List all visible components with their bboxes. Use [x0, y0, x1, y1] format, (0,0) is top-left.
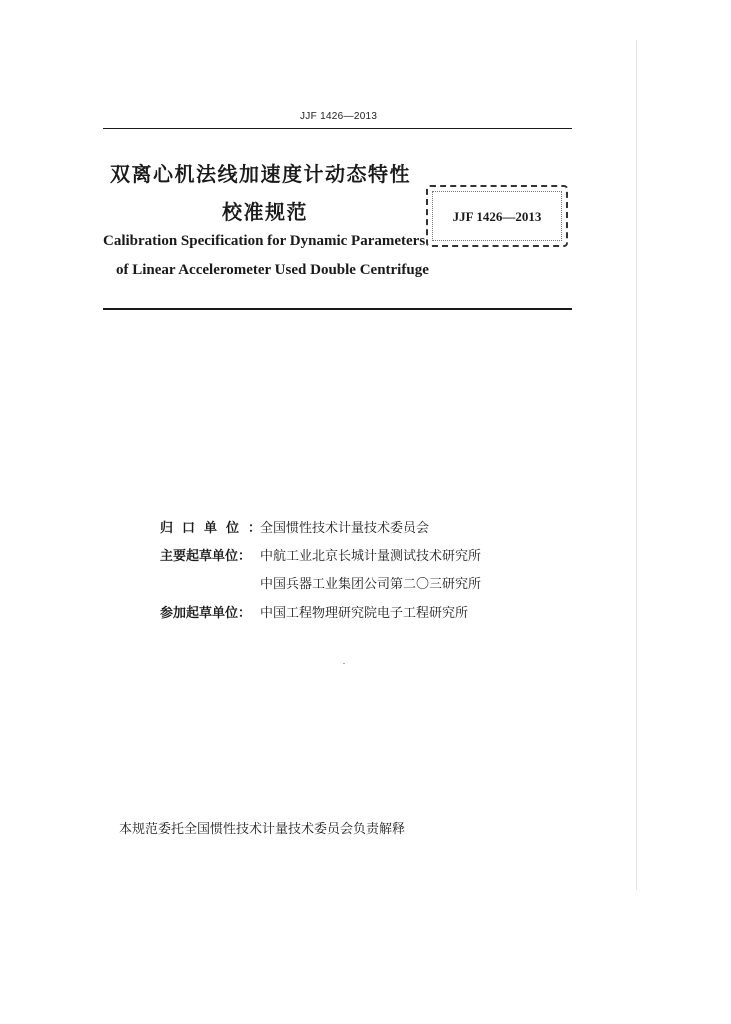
title-english-line-2: of Linear Accelerometer Used Double Centrifuge: [116, 262, 429, 278]
standard-code-box: [426, 185, 568, 247]
main-drafting-unit-value-2: 中国兵器工业集团公司第二〇三研究所: [260, 577, 482, 592]
code-box-text: JJF 1426—2013: [452, 209, 542, 224]
participating-unit-label: 参加起草单位：: [160, 606, 252, 621]
competent-unit-label: 归口单位：: [160, 521, 271, 536]
title-chinese-line-2: 校准规范: [222, 200, 308, 224]
header-rule: [103, 128, 572, 129]
scan-edge-line: [636, 40, 637, 890]
competent-unit-value: 全国惯性技术计量技术委员会: [260, 521, 430, 536]
competent-unit-row: [160, 517, 429, 536]
main-drafting-unit-value-1: 中航工业北京长城计量测试技术研究所: [260, 549, 482, 564]
main-drafting-unit-row-2: [160, 573, 481, 592]
main-drafting-unit-row: [160, 545, 481, 564]
scan-speck: [343, 663, 345, 664]
interpretation-note: 本规范委托全国惯性技术计量技术委员会负责解释: [119, 822, 406, 837]
participating-unit-value: 中国工程物理研究院电子工程研究所: [260, 606, 469, 621]
main-drafting-unit-label: 主要起草单位：: [160, 549, 252, 564]
title-chinese-line-1: 双离心机法线加速度计动态特性: [110, 162, 411, 186]
header-standard-code: JJF 1426—2013: [300, 111, 378, 122]
title-rule: [103, 308, 572, 310]
title-english-line-1: Calibration Specification for Dynamic Parameters: [103, 233, 426, 249]
participating-unit-row: [160, 602, 468, 621]
